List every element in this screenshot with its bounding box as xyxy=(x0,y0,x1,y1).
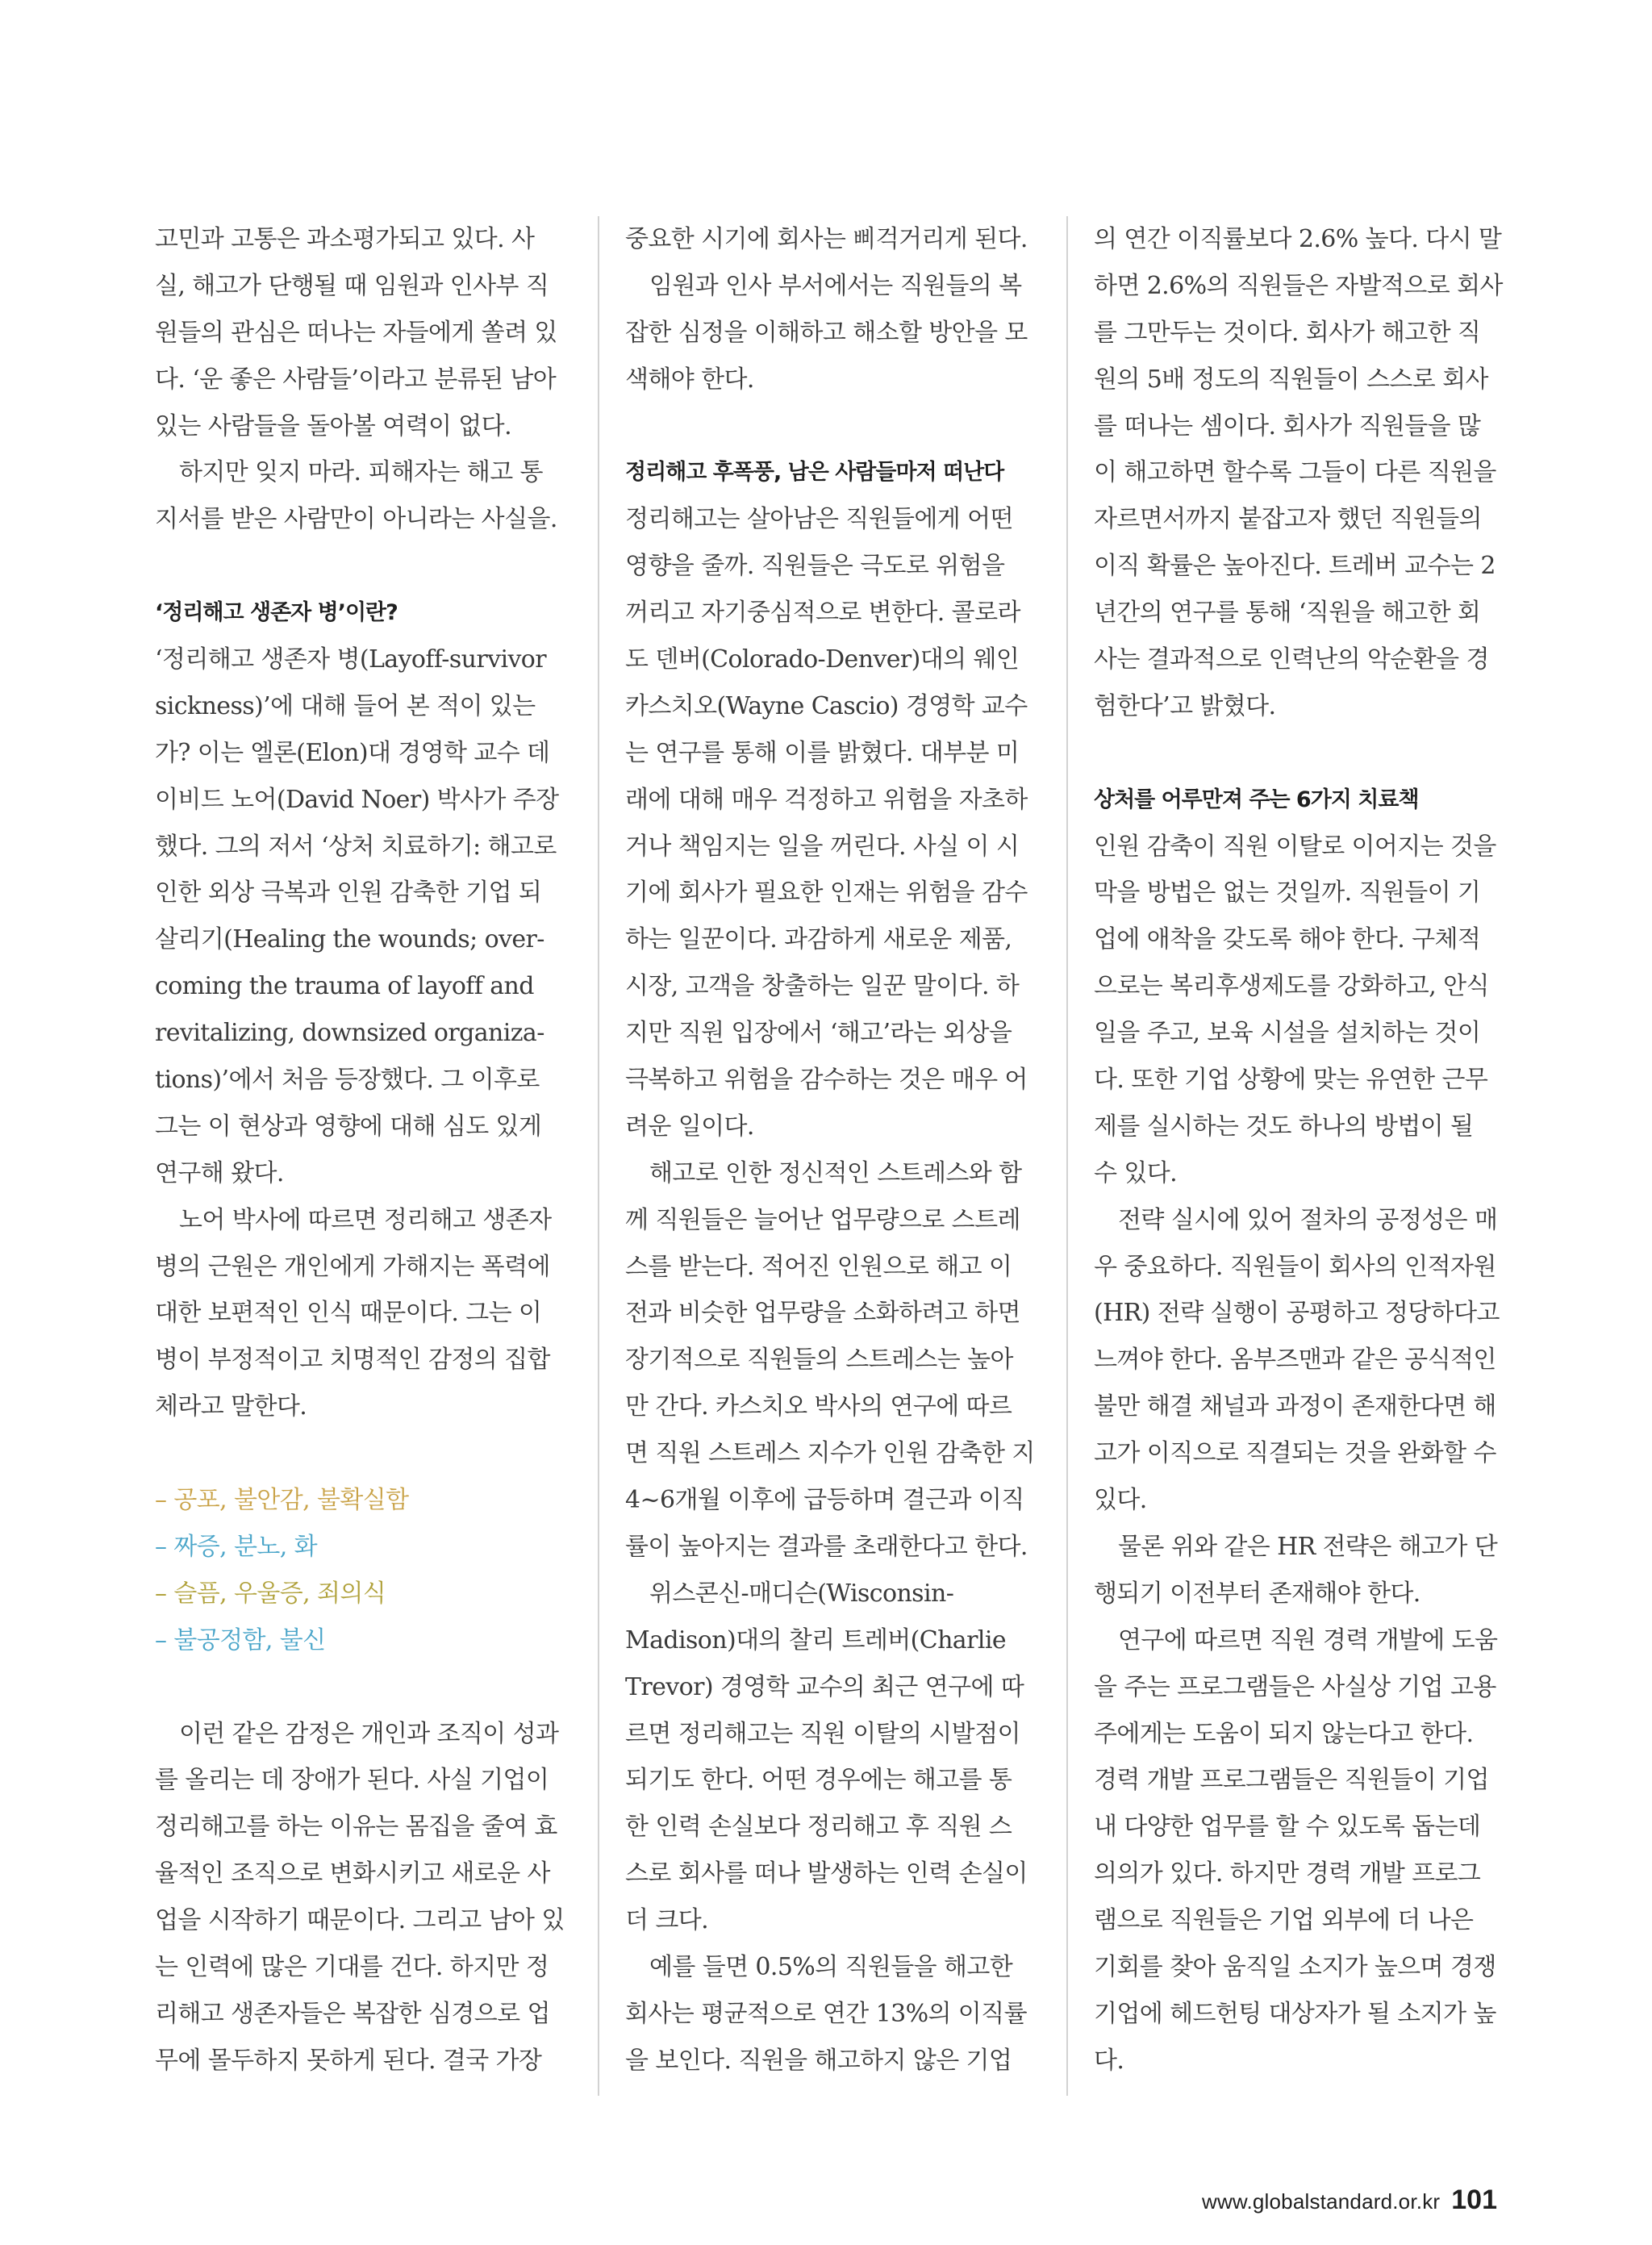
paragraph xyxy=(1094,1524,1513,1617)
text-line: 있다. xyxy=(1094,1486,1147,1515)
text-line: 살리기(Healing the wounds; over- xyxy=(155,925,544,954)
column-divider xyxy=(1066,216,1068,2096)
text-line: 한 인력 손실보다 정리해고 후 직원 스 xyxy=(625,1813,1012,1842)
text-line: 다. xyxy=(1094,2046,1124,2075)
paragraph xyxy=(1094,216,1513,730)
paragraph xyxy=(1094,1617,1513,2084)
text-line: 는 연구를 통해 이를 밝혔다. 대부분 미 xyxy=(625,738,1020,767)
text-line: 실, 해고가 단행될 때 임원과 인사부 직 xyxy=(155,271,549,300)
text-line: 연구에 따르면 직원 경력 개발에 도움 xyxy=(1118,1625,1498,1655)
text-line: 수 있다. xyxy=(1094,1158,1178,1187)
text-line: 4~6개월 이후에 급등하며 결근과 이직 xyxy=(625,1486,1024,1515)
paragraph xyxy=(625,1150,1045,1571)
column-divider xyxy=(598,216,599,2096)
text-line: 정리해고는 살아남은 직원들에게 어떤 xyxy=(625,505,1013,534)
text-line: 기업에 헤드헌팅 대상자가 될 소지가 높 xyxy=(1094,1999,1496,2028)
text-line: 지서를 받은 사람만이 아니라는 사실을. xyxy=(155,505,557,534)
list-item: – 짜증, 분노, 화 xyxy=(155,1532,317,1561)
text-line: 무에 몰두하지 못하게 된다. 결국 가장 xyxy=(155,2046,542,2075)
text-line: 램으로 직원들은 기업 외부에 더 나은 xyxy=(1094,1906,1474,1935)
text-line: 려운 일이다. xyxy=(625,1112,754,1141)
text-line: 느껴야 한다. 옴부즈맨과 같은 공식적인 xyxy=(1094,1346,1496,1375)
text-line: tions)’에서 처음 등장했다. 그 이후로 xyxy=(155,1066,540,1095)
text-line: 자르면서까지 붙잡고자 했던 직원들의 xyxy=(1094,505,1482,534)
text-column-2 xyxy=(625,216,1045,2084)
list-item: – 공포, 불안감, 불확실함 xyxy=(155,1486,409,1515)
text-line: 의 연간 이직률보다 2.6% 높다. 다시 말 xyxy=(1094,225,1502,253)
text-line: 고가 이직으로 직결되는 것을 완화할 수 xyxy=(1094,1439,1496,1468)
text-line: 다. 또한 기업 상황에 맞는 유연한 근무 xyxy=(1094,1066,1488,1095)
text-line: 예를 들면 0.5%의 직원들을 해고한 xyxy=(649,1952,1013,1981)
text-line: 거나 책임지는 일을 꺼린다. 사실 이 시 xyxy=(625,832,1020,861)
paragraph xyxy=(625,216,1045,263)
paragraph xyxy=(155,216,574,449)
paragraph xyxy=(155,1197,574,1430)
text-line: coming the trauma of layoff and xyxy=(155,972,534,1001)
text-line: 업을 시작하기 때문이다. 그리고 남아 있 xyxy=(155,1906,565,1935)
text-line: 스로 회사를 떠나 발생하는 인력 손실이 xyxy=(625,1859,1028,1888)
text-line: 노어 박사에 따르면 정리해고 생존자 xyxy=(179,1205,552,1234)
paragraph xyxy=(1094,1197,1513,1524)
text-line: 꺼리고 자기중심적으로 변한다. 콜로라 xyxy=(625,599,1020,628)
section-heading: 상처를 어루만져 주는 6가지 치료책 xyxy=(1094,787,1419,812)
list-item: – 슬픔, 우울증, 죄의식 xyxy=(155,1579,386,1608)
text-line: Trevor) 경영학 교수의 최근 연구에 따 xyxy=(625,1672,1024,1701)
text-line: 이런 같은 감정은 개인과 조직이 성과 xyxy=(179,1719,559,1748)
text-line: 영향을 줄까. 직원들은 극도로 위험을 xyxy=(625,552,1005,581)
text-line: 주에게는 도움이 되지 않는다고 한다. xyxy=(1094,1719,1474,1748)
text-line: 전과 비슷한 업무량을 소화하려고 하면 xyxy=(625,1299,1020,1328)
text-line: 우 중요하다. 직원들이 회사의 인적자원 xyxy=(1094,1252,1496,1281)
text-line: 카스치오(Wayne Cascio) 경영학 교수 xyxy=(625,691,1028,720)
text-line: 이직 확률은 높아진다. 트레버 교수는 2 xyxy=(1094,552,1496,581)
text-line: 를 올리는 데 장애가 된다. 사실 기업이 xyxy=(155,1766,549,1795)
text-line: 행되기 이전부터 존재해야 한다. xyxy=(1094,1579,1420,1608)
page-number: 101 xyxy=(1451,2184,1497,2215)
text-line: 장기적으로 직원들의 스트레스는 높아 xyxy=(625,1346,1013,1375)
text-line: 연구해 왔다. xyxy=(155,1158,284,1187)
text-line: 극복하고 위험을 감수하는 것은 매우 어 xyxy=(625,1066,1028,1095)
text-line: 전략 실시에 있어 절차의 공정성은 매 xyxy=(1118,1205,1498,1234)
text-line: 를 그만두는 것이다. 회사가 해고한 직 xyxy=(1094,318,1481,347)
text-line: 되기도 한다. 어떤 경우에는 해고를 통 xyxy=(625,1766,1012,1795)
text-line: revitalizing, downsized organiza- xyxy=(155,1019,544,1048)
text-line: 하면 2.6%의 직원들은 자발적으로 회사 xyxy=(1094,271,1503,300)
paragraph xyxy=(155,636,574,1197)
text-line: 가? 이는 엘론(Elon)대 경영학 교수 데 xyxy=(155,738,550,767)
text-line: 시장, 고객을 창출하는 일꾼 말이다. 하 xyxy=(625,972,1020,1001)
text-line: 회사는 평균적으로 연간 13%의 이직률 xyxy=(625,1999,1027,2028)
text-line: 년간의 연구를 통해 ‘직원을 해고한 회 xyxy=(1094,599,1481,628)
text-line: 그는 이 현상과 영향에 대해 심도 있게 xyxy=(155,1112,542,1141)
text-column-3 xyxy=(1094,216,1513,2084)
text-line: 대한 보편적인 인식 때문이다. 그는 이 xyxy=(155,1299,542,1328)
text-line: 하지만 잊지 마라. 피해자는 해고 통 xyxy=(179,458,543,487)
paragraph xyxy=(625,263,1045,403)
text-line: 면 직원 스트레스 지수가 인원 감축한 지 xyxy=(625,1439,1035,1468)
text-line: 지만 직원 입장에서 ‘해고’라는 외상을 xyxy=(625,1019,1012,1048)
text-line: 이 해고하면 할수록 그들이 다른 직원을 xyxy=(1094,458,1496,487)
paragraph xyxy=(155,1711,574,2084)
text-line: 르면 정리해고는 직원 이탈의 시발점이 xyxy=(625,1719,1020,1748)
text-line: 를 떠나는 셈이다. 회사가 직원들을 많 xyxy=(1094,411,1481,440)
text-line: 위스콘신-매디슨(Wisconsin- xyxy=(649,1579,954,1608)
paragraph xyxy=(1094,824,1513,1197)
text-line: 률이 높아지는 결과를 초래한다고 한다. xyxy=(625,1532,1028,1561)
section-heading: 정리해고 후폭풍, 남은 사람들마저 떠난다 xyxy=(625,460,1004,486)
text-line: 있는 사람들을 돌아볼 여력이 없다. xyxy=(155,411,512,440)
text-line: 기에 회사가 필요한 인재는 위험을 감수 xyxy=(625,878,1028,908)
text-line: 스를 받는다. 적어진 인원으로 해고 이 xyxy=(625,1252,1012,1281)
text-line: 불만 해결 채널과 과정이 존재한다면 해 xyxy=(1094,1392,1496,1421)
text-line: 잡한 심정을 이해하고 해소할 방안을 모 xyxy=(625,318,1028,347)
text-line: 험한다’고 밝혔다. xyxy=(1094,691,1276,720)
text-line: 제를 실시하는 것도 하나의 방법이 될 xyxy=(1094,1112,1474,1141)
text-line: 고민과 고통은 과소평가되고 있다. 사 xyxy=(155,225,535,253)
text-line: 인한 외상 극복과 인원 감축한 기업 되 xyxy=(155,878,542,908)
text-line: 일을 주고, 보육 시설을 설치하는 것이 xyxy=(1094,1019,1481,1048)
text-line: 을 보인다. 직원을 해고하지 않은 기업 xyxy=(625,2046,1012,2075)
text-line: 의의가 있다. 하지만 경력 개발 프로그 xyxy=(1094,1859,1481,1888)
text-line: 색해야 한다. xyxy=(625,365,754,394)
text-line: 물론 위와 같은 HR 전략은 해고가 단 xyxy=(1118,1532,1498,1561)
text-line: 원의 5배 정도의 직원들이 스스로 회사 xyxy=(1094,365,1488,394)
page-footer xyxy=(1202,2184,1497,2216)
text-line: 경력 개발 프로그램들은 직원들이 기업 xyxy=(1094,1766,1489,1795)
text-line: 병이 부정적이고 치명적인 감정의 집합 xyxy=(155,1346,550,1375)
text-line: 율적인 조직으로 변화시키고 새로운 사 xyxy=(155,1859,550,1888)
text-line: 을 주는 프로그램들은 사실상 기업 고용 xyxy=(1094,1672,1496,1701)
text-line: 했다. 그의 저서 ‘상처 치료하기: 해고로 xyxy=(155,832,557,861)
text-line: 인원 감축이 직원 이탈로 이어지는 것을 xyxy=(1094,832,1496,861)
text-line: 병의 근원은 개인에게 가해지는 폭력에 xyxy=(155,1252,550,1281)
text-line: 사는 결과적으로 인력난의 악순환을 경 xyxy=(1094,645,1489,674)
text-line: 도 덴버(Colorado-Denver)대의 웨인 xyxy=(625,645,1020,674)
list-item: – 불공정함, 불신 xyxy=(155,1625,326,1655)
text-line: Madison)대의 찰리 트레버(Charlie xyxy=(625,1625,1006,1655)
paragraph xyxy=(625,1944,1045,2084)
paragraph xyxy=(155,449,574,543)
text-line: 는 인력에 많은 기대를 건다. 하지만 정 xyxy=(155,1952,549,1981)
text-line: 래에 대해 매우 걱정하고 위험을 자초하 xyxy=(625,785,1028,814)
text-line: 해고로 인한 정신적인 스트레스와 함 xyxy=(649,1158,1022,1187)
text-line: 만 간다. 카스치오 박사의 연구에 따르 xyxy=(625,1392,1012,1421)
text-line: 기회를 찾아 움직일 소지가 높으며 경쟁 xyxy=(1094,1952,1496,1981)
text-line: (HR) 전략 실행이 공평하고 정당하다고 xyxy=(1094,1299,1500,1328)
website-url: www.globalstandard.or.kr xyxy=(1201,2189,1441,2214)
paragraph xyxy=(625,496,1045,1150)
text-line: 내 다양한 업무를 할 수 있도록 돕는데 xyxy=(1094,1813,1481,1842)
text-line: 하는 일꾼이다. 과감하게 새로운 제품, xyxy=(625,925,1012,954)
text-column-1 xyxy=(155,216,574,2084)
text-line: 다. ‘운 좋은 사람들’이라고 분류된 남아 xyxy=(155,365,557,394)
text-line: sickness)’에 대해 들어 본 적이 있는 xyxy=(155,691,536,720)
text-line: 으로는 복리후생제도를 강화하고, 안식 xyxy=(1094,972,1489,1001)
text-line: 더 크다. xyxy=(625,1906,709,1935)
emotion-list xyxy=(155,1477,574,1664)
paragraph xyxy=(625,1571,1045,1944)
text-line: 이비드 노어(David Noer) 박사가 주장 xyxy=(155,785,559,814)
text-line: 막을 방법은 없는 것일까. 직원들이 기 xyxy=(1094,878,1481,908)
section-heading: ‘정리해고 생존자 병’이란? xyxy=(155,600,398,626)
text-line: 체라고 말한다. xyxy=(155,1392,307,1421)
text-line: 정리해고를 하는 이유는 몸집을 줄여 효 xyxy=(155,1813,557,1842)
text-line: ‘정리해고 생존자 병(Layoff-survivor xyxy=(155,645,546,674)
text-line: 께 직원들은 늘어난 업무량으로 스트레 xyxy=(625,1205,1020,1234)
text-line: 중요한 시기에 회사는 삐걱거리게 된다. xyxy=(625,225,1028,253)
text-line: 원들의 관심은 떠나는 자들에게 쏠려 있 xyxy=(155,318,557,347)
text-line: 임원과 인사 부서에서는 직원들의 복 xyxy=(649,271,1022,300)
text-line: 업에 애착을 갖도록 해야 한다. 구체적 xyxy=(1094,925,1481,954)
text-line: 리해고 생존자들은 복잡한 심경으로 업 xyxy=(155,1999,550,2028)
